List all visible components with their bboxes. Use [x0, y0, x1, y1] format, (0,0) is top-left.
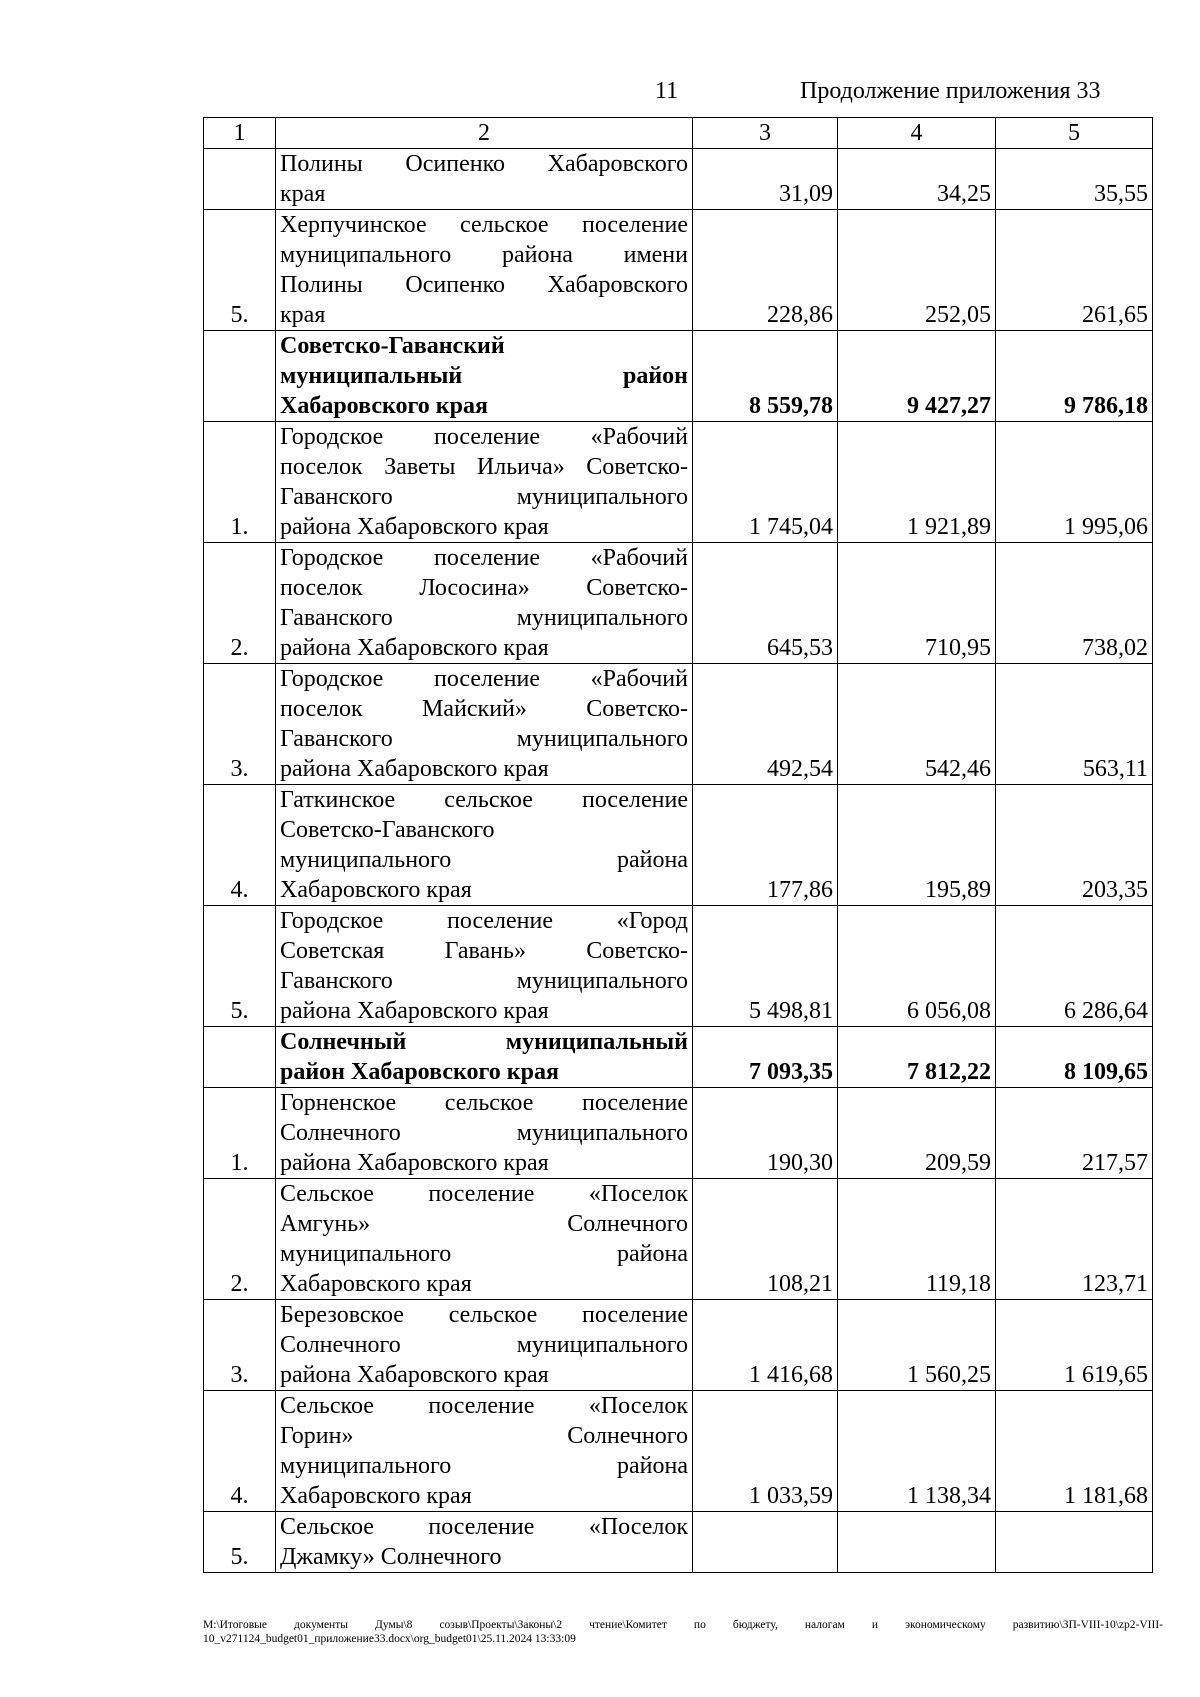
settlement-name-line: Джамку» Солнечного — [280, 1544, 502, 1570]
value-cell-v3: 108,21 — [693, 1179, 838, 1300]
settlement-name-line: Гаткинское сельское поселение — [280, 787, 688, 813]
settlement-name-line: Гаванского муниципального — [280, 968, 688, 994]
settlement-name-line: Солнечный муниципальный — [280, 1029, 688, 1055]
settlement-name-line: Хабаровского края — [280, 1483, 472, 1509]
settlement-name — [276, 331, 693, 422]
settlement-name-line: района Хабаровского края — [280, 1150, 549, 1176]
file-path-footer: M:\Итоговые документы Думы\8 созыв\Проекты\Законы\2 чтение\Комитет по бюджету, налогам и экономическому развитию\ЗП-VIII-10\zp2-VIII-10_v271124_budget01_приложение33.docx\org_budget01\25.11.2024 13:33:09 — [203, 1619, 1163, 1645]
value-cell-v5: 203,35 — [996, 785, 1153, 906]
value-cell-v5: 35,55 — [996, 149, 1153, 210]
value-cell-v5: 6 286,64 — [996, 906, 1153, 1027]
settlement-name — [276, 664, 693, 785]
value-cell-v4: 9 427,27 — [838, 331, 996, 422]
settlement-name — [276, 906, 693, 1027]
settlement-name-line: муниципального района — [280, 1241, 688, 1267]
row-number: 1. — [204, 1088, 276, 1179]
value-cell-v3: 1 033,59 — [693, 1391, 838, 1512]
value-cell-v5: 123,71 — [996, 1179, 1153, 1300]
value-cell-v3: 228,86 — [693, 210, 838, 331]
row-number: 2. — [204, 543, 276, 664]
settlement-name-line: Городское поселение «Рабочий — [280, 666, 688, 692]
value-cell-v5: 217,57 — [996, 1088, 1153, 1179]
settlement-name-line: Горин» Солнечного — [280, 1423, 688, 1449]
value-cell-v5: 738,02 — [996, 543, 1153, 664]
value-cell-v4: 1 921,89 — [838, 422, 996, 543]
settlement-name-line: Амгунь» Солнечного — [280, 1211, 688, 1237]
row-number: 5. — [204, 210, 276, 331]
table-row — [204, 1300, 1153, 1391]
settlement-name-line: Хабаровского края — [280, 393, 488, 419]
value-cell-v4: 710,95 — [838, 543, 996, 664]
settlement-name-line: поселок Лососина» Советско- — [280, 575, 688, 601]
settlement-name-line: района Хабаровского края — [280, 998, 549, 1024]
settlement-name-line: Солнечного муниципального — [280, 1332, 688, 1358]
table-row — [204, 785, 1153, 906]
settlement-name-line: Городское поселение «Город — [280, 908, 688, 934]
settlement-name-line: Сельское поселение «Поселок — [280, 1514, 688, 1540]
settlement-name — [276, 1179, 693, 1300]
settlement-name — [276, 1027, 693, 1088]
continuation-heading: Продолжение приложения 33 — [800, 78, 1101, 104]
table-row — [204, 149, 1153, 210]
settlement-name-line: района Хабаровского края — [280, 756, 549, 782]
settlement-name-line: муниципального района имени — [280, 242, 688, 268]
settlement-name-line: Советско-Гаванского — [280, 817, 495, 843]
table-row — [204, 210, 1153, 331]
value-cell-v5: 261,65 — [996, 210, 1153, 331]
row-number — [204, 149, 276, 210]
row-number — [204, 1027, 276, 1088]
settlement-name — [276, 1088, 693, 1179]
settlement-name-line: Советско-Гаванский — [280, 333, 505, 359]
value-cell-v4: 34,25 — [838, 149, 996, 210]
row-number — [204, 331, 276, 422]
settlement-name-line: края — [280, 302, 326, 328]
value-cell-v4: 6 056,08 — [838, 906, 996, 1027]
value-cell-v3: 1 416,68 — [693, 1300, 838, 1391]
settlement-name — [276, 149, 693, 210]
settlement-name-line: района Хабаровского края — [280, 635, 549, 661]
settlement-name-line: района Хабаровского края — [280, 1362, 549, 1388]
table-header-row — [204, 118, 1153, 149]
settlement-name — [276, 1300, 693, 1391]
value-cell-v5 — [996, 1512, 1153, 1573]
settlement-name-line: Березовское сельское поселение — [280, 1302, 688, 1328]
settlement-name-line: поселок Заветы Ильича» Советско- — [280, 454, 688, 480]
column-header: 4 — [838, 118, 996, 149]
table-row — [204, 1391, 1153, 1512]
table-row — [204, 331, 1153, 422]
settlement-name-line: Полины Осипенко Хабаровского — [280, 272, 688, 298]
settlement-name-line: Гаванского муниципального — [280, 605, 688, 631]
table-row — [204, 1179, 1153, 1300]
settlement-name-line: Сельское поселение «Поселок — [280, 1181, 688, 1207]
settlement-name — [276, 785, 693, 906]
settlement-name-line: район Хабаровского края — [280, 1059, 559, 1085]
value-cell-v3: 190,30 — [693, 1088, 838, 1179]
table-row — [204, 543, 1153, 664]
table-row — [204, 906, 1153, 1027]
settlement-name-line: поселок Майский» Советско- — [280, 696, 688, 722]
settlement-name-line: Хабаровского края — [280, 877, 472, 903]
settlement-name-line: Полины Осипенко Хабаровского — [280, 151, 688, 177]
settlement-name — [276, 1391, 693, 1512]
settlement-name — [276, 210, 693, 331]
row-number: 3. — [204, 1300, 276, 1391]
value-cell-v4: 209,59 — [838, 1088, 996, 1179]
settlement-name-line: муниципальный район — [280, 363, 688, 389]
settlement-name-line: края — [280, 181, 326, 207]
column-header: 3 — [693, 118, 838, 149]
table-row — [204, 664, 1153, 785]
value-cell-v4: 1 138,34 — [838, 1391, 996, 1512]
settlement-name-line: Сельское поселение «Поселок — [280, 1393, 688, 1419]
settlement-name — [276, 422, 693, 543]
value-cell-v3: 8 559,78 — [693, 331, 838, 422]
value-cell-v5: 8 109,65 — [996, 1027, 1153, 1088]
value-cell-v3: 492,54 — [693, 664, 838, 785]
value-cell-v5: 1 619,65 — [996, 1300, 1153, 1391]
settlement-name-line: Горненское сельское поселение — [280, 1090, 688, 1116]
settlement-name-line: Солнечного муниципального — [280, 1120, 688, 1146]
value-cell-v5: 9 786,18 — [996, 331, 1153, 422]
settlement-name-line: Гаванского муниципального — [280, 726, 688, 752]
row-number: 4. — [204, 1391, 276, 1512]
value-cell-v5: 1 181,68 — [996, 1391, 1153, 1512]
column-header: 2 — [276, 118, 693, 149]
column-header: 5 — [996, 118, 1153, 149]
row-number: 5. — [204, 1512, 276, 1573]
value-cell-v3: 177,86 — [693, 785, 838, 906]
value-cell-v4: 7 812,22 — [838, 1027, 996, 1088]
value-cell-v3: 645,53 — [693, 543, 838, 664]
settlement-name-line: Советская Гавань» Советско- — [280, 938, 688, 964]
value-cell-v4 — [838, 1512, 996, 1573]
settlement-name-line: Херпучинское сельское поселение — [280, 212, 688, 238]
table-row — [204, 1512, 1153, 1573]
value-cell-v3: 5 498,81 — [693, 906, 838, 1027]
settlement-name-line: Городское поселение «Рабочий — [280, 545, 688, 571]
table-row — [204, 422, 1153, 543]
value-cell-v4: 542,46 — [838, 664, 996, 785]
budget-table — [203, 117, 1153, 1573]
page-number: 11 — [655, 78, 679, 104]
settlement-name-line: района Хабаровского края — [280, 514, 549, 540]
table-row — [204, 1027, 1153, 1088]
settlement-name-line: муниципального района — [280, 847, 688, 873]
value-cell-v4: 119,18 — [838, 1179, 996, 1300]
value-cell-v5: 563,11 — [996, 664, 1153, 785]
value-cell-v3 — [693, 1512, 838, 1573]
row-number: 2. — [204, 1179, 276, 1300]
settlement-name — [276, 543, 693, 664]
value-cell-v3: 31,09 — [693, 149, 838, 210]
value-cell-v4: 1 560,25 — [838, 1300, 996, 1391]
settlement-name-line: Городское поселение «Рабочий — [280, 424, 688, 450]
value-cell-v4: 195,89 — [838, 785, 996, 906]
value-cell-v3: 1 745,04 — [693, 422, 838, 543]
settlement-name-line: Хабаровского края — [280, 1271, 472, 1297]
value-cell-v3: 7 093,35 — [693, 1027, 838, 1088]
row-number: 4. — [204, 785, 276, 906]
table-row — [204, 1088, 1153, 1179]
column-header: 1 — [204, 118, 276, 149]
settlement-name — [276, 1512, 693, 1573]
settlement-name-line: Гаванского муниципального — [280, 484, 688, 510]
row-number: 3. — [204, 664, 276, 785]
settlement-name-line: муниципального района — [280, 1453, 688, 1479]
value-cell-v5: 1 995,06 — [996, 422, 1153, 543]
value-cell-v4: 252,05 — [838, 210, 996, 331]
row-number: 5. — [204, 906, 276, 1027]
row-number: 1. — [204, 422, 276, 543]
